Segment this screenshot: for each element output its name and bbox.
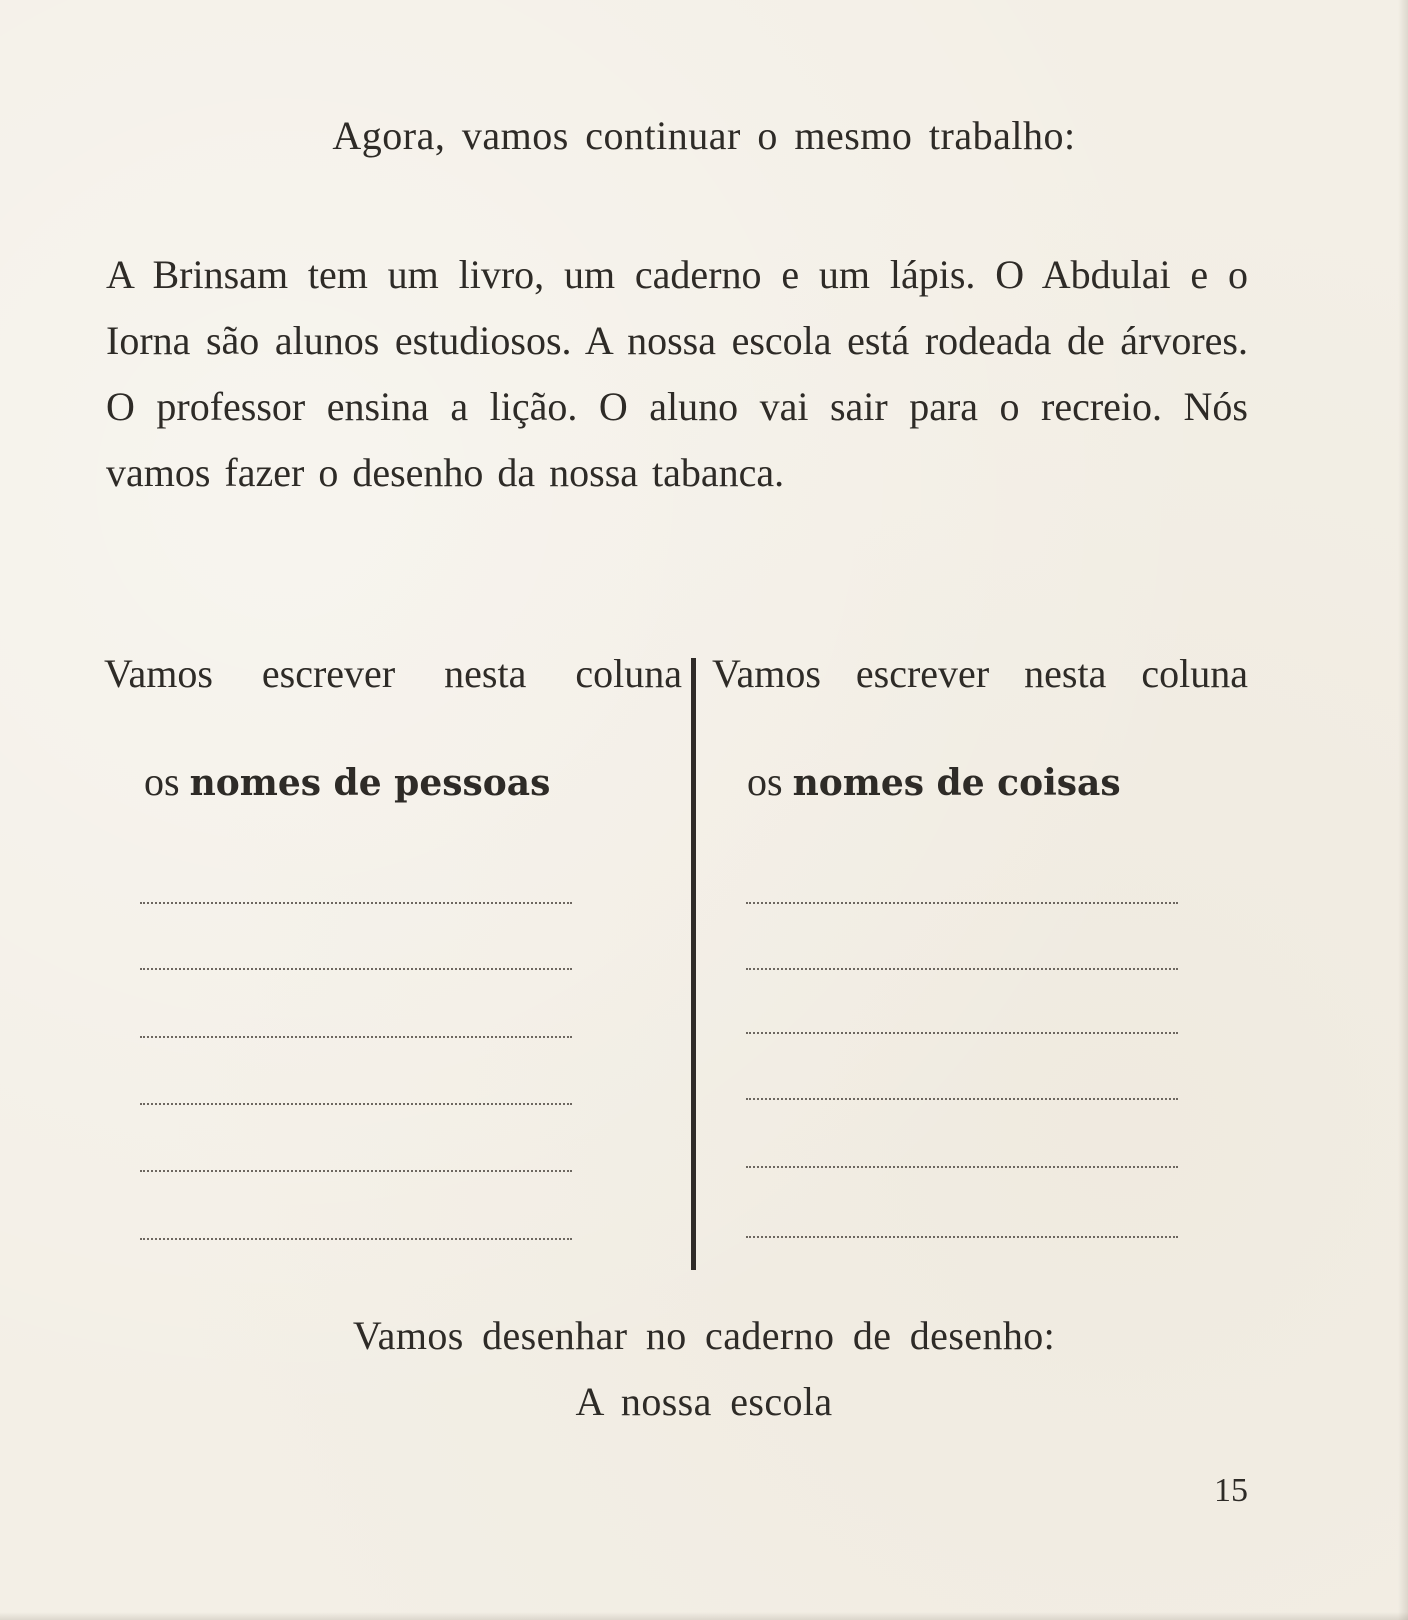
right-answer-line[interactable] [746,968,1178,970]
drawing-instruction: Vamos desenhar no caderno de desenho: [352,1313,1056,1358]
right-answer-line[interactable] [746,1236,1178,1238]
right-subheading-prefix: os [747,759,783,804]
page-edge-shadow [1398,0,1408,1620]
exercise-paragraph: A Brinsam tem um livro, um caderno e um lápis. O Abdulai e o Iorna são alunos estudiosos. A nossa escola está rodeada de árvores. O professor ensina a lição. O aluno vai sair para o recreio. Nós vamos fazer o desenho da nossa tabanca. [106,252,1248,495]
right-subheading-bold: nomes de coisas [792,762,1121,804]
left-subheading-prefix: os [144,759,180,804]
left-column-subheading [144,758,550,805]
left-answer-line[interactable] [140,902,572,904]
drawing-topic: A nossa escola [575,1379,833,1424]
left-answer-line[interactable] [140,1170,572,1172]
right-answer-line[interactable] [746,1166,1178,1168]
right-answer-line[interactable] [746,1098,1178,1100]
right-answer-line[interactable] [746,902,1178,904]
column-divider [691,658,696,1270]
intro-line: Agora, vamos continuar o mesmo trabalho: [332,113,1076,158]
left-column-header: Vamos escrever nesta coluna [104,651,682,696]
right-column-header: Vamos escrever nesta coluna [712,651,1248,696]
left-answer-line[interactable] [140,1103,572,1105]
right-answer-line[interactable] [746,1032,1178,1034]
left-answer-line[interactable] [140,1036,572,1038]
left-subheading-bold: nomes de pessoas [189,762,551,804]
page-bottom-shadow [0,1612,1408,1620]
right-column-subheading [747,758,1121,805]
left-answer-line[interactable] [140,968,572,970]
page-number: 15 [1214,1472,1248,1509]
left-answer-line[interactable] [140,1238,572,1240]
